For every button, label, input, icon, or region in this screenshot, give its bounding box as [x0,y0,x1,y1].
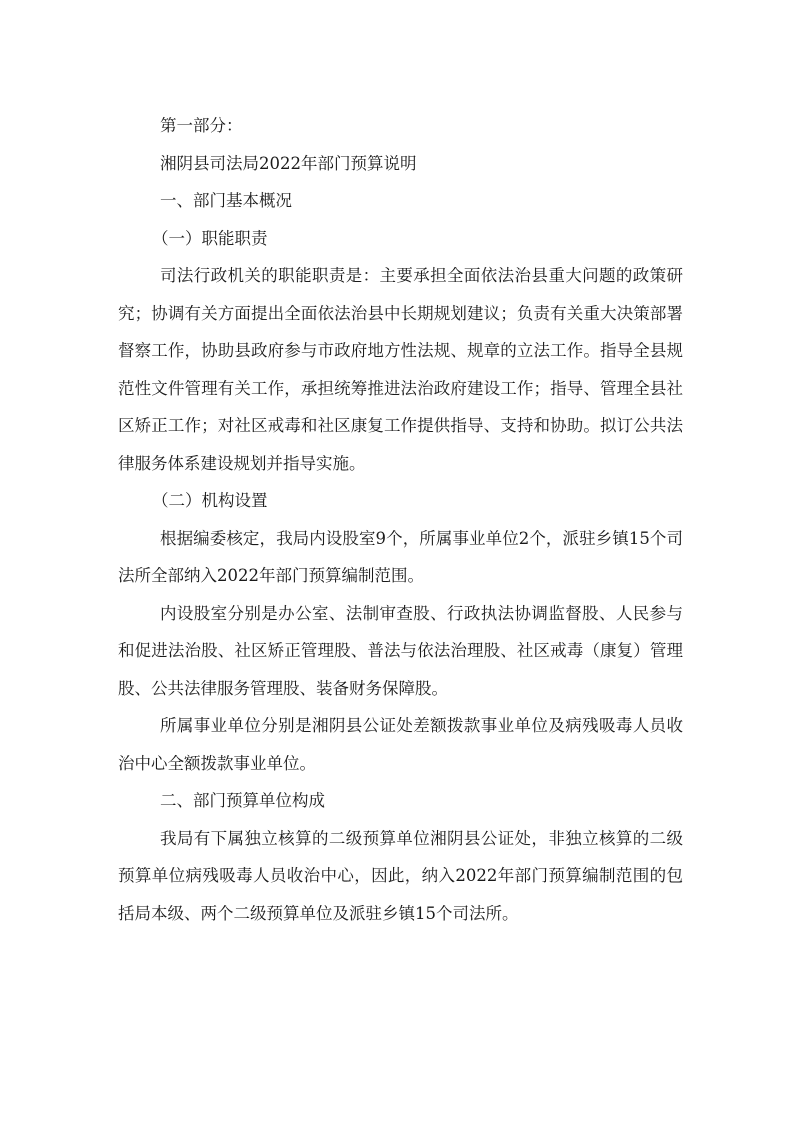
subsection-heading-duties: （一）职能职责 [152,228,268,248]
section-heading-budget-units: 二、部门预算单位构成 [160,791,325,810]
document-body [118,107,683,932]
paragraph-affiliated-units: 所属事业单位分别是湘阴县公证处差额拨款事业单位及病残吸毒人员收治中心全额拨款事业单位。 [118,716,683,773]
paragraph-internal-departments: 内设股室分别是办公室、法制审查股、行政执法协调监督股、人民参与和促进法治股、社区矫正管理股、普法与依法治理股、社区戒毒（康复）管理股、公共法律服务管理股、装备财务保障股。 [118,603,683,698]
subsection-heading-organization: （二）机构设置 [152,491,268,510]
document-title: 湘阴县司法局2022年部门预算说明 [160,153,417,173]
section-heading-basic-overview: 一、部门基本概况 [160,191,292,210]
paragraph-duties: 司法行政机关的职能职责是：主要承担全面依法治县重大问题的政策研究；协调有关方面提出全面依法治县中长期规划建议；负责有关重大决策部署督察工作，协助县政府参与市政府地方性法规、规章的立法工作。指导全县规范性文件管理有关工作，承担统筹推进法治政府建设工作；指导、管理全县社区矫正工作；对社区戒毒和社区康复工作提供指导、支持和协助。拟订公共法律服务体系建设规划并指导实施。 [118,266,683,473]
paragraph-organization-summary: 根据编委核定，我局内设股室9个，所属事业单位2个，派驻乡镇15个司法所全部纳入2022年部门预算编制范围。 [118,528,683,585]
part-label: 第一部分： [160,116,243,135]
paragraph-budget-units: 我局有下属独立核算的二级预算单位湘阴县公证处，非独立核算的二级预算单位病残吸毒人员收治中心，因此，纳入2022年部门预算编制范围的包括局本级、两个二级预算单位及派驻乡镇15个司法所。 [118,828,683,923]
